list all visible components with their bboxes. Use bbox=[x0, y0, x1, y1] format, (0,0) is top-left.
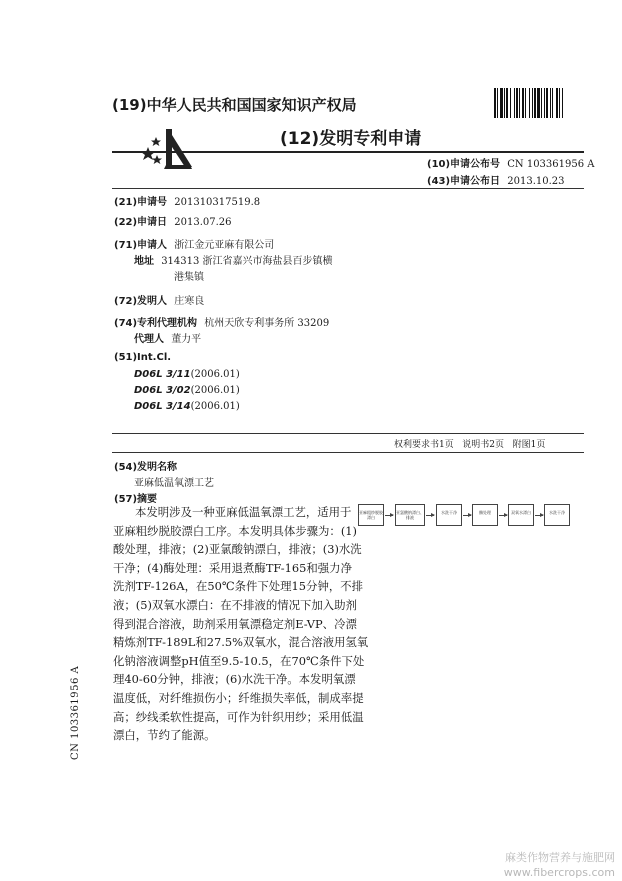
address-label: 地址 bbox=[134, 256, 154, 267]
publication-date bbox=[427, 172, 565, 187]
flow-arrow-icon bbox=[499, 515, 507, 516]
invention-title: 亚麻低温氧漂工艺 bbox=[134, 478, 214, 489]
patent-agency-label: (74)专利代理机构 bbox=[114, 318, 198, 329]
patent-agent-label: 代理人 bbox=[134, 334, 164, 345]
invention-title-label: (54)发明名称 bbox=[114, 462, 178, 473]
application-date-label: (22)申请日 bbox=[114, 217, 168, 228]
patent-agency-value: 杭州天欣专利事务所 33209 bbox=[204, 318, 330, 329]
inventor bbox=[114, 292, 204, 307]
application-date bbox=[114, 213, 232, 228]
ipc-entry bbox=[134, 385, 240, 396]
flow-step: 双氧水漂白 bbox=[508, 504, 534, 526]
biblio-rule bbox=[112, 188, 584, 189]
barcode-bar bbox=[519, 88, 520, 118]
patent-agent bbox=[134, 330, 201, 345]
barcode-bar bbox=[494, 88, 496, 118]
barcode-bar bbox=[550, 88, 551, 118]
pages-info-bottom-rule bbox=[112, 452, 584, 453]
abstract-label: (57)摘要 bbox=[114, 494, 158, 505]
address bbox=[134, 252, 333, 267]
ipc-entry bbox=[134, 369, 240, 380]
patent-agent-value: 董力平 bbox=[171, 334, 202, 345]
address-line-1: 314313 浙江省嘉兴市海盐县百步镇横 bbox=[161, 256, 333, 267]
publication-date-label: (43)申请公布日 bbox=[427, 176, 501, 187]
inventor-label: (72)发明人 bbox=[114, 296, 168, 307]
application-number-value: 201310317519.8 bbox=[174, 197, 261, 208]
barcode-bar bbox=[541, 88, 542, 118]
ipc-code: D06L 3/02 bbox=[134, 385, 191, 396]
barcode-bar bbox=[556, 88, 558, 118]
barcode-bar bbox=[534, 88, 536, 118]
barcode-bar bbox=[516, 88, 518, 118]
applicant-value: 浙江金元亚麻有限公司 bbox=[174, 240, 275, 251]
cnipa-logo-icon bbox=[140, 125, 200, 171]
abstract-line: 漂白，节约了能源。 bbox=[113, 728, 216, 743]
barcode-bar bbox=[504, 88, 505, 118]
barcode-bar bbox=[506, 88, 508, 118]
barcode bbox=[494, 88, 586, 118]
barcode-bar bbox=[514, 88, 515, 118]
barcode-bar bbox=[532, 88, 533, 118]
application-date-value: 2013.07.26 bbox=[174, 217, 232, 228]
ipc-code: D06L 3/11 bbox=[134, 369, 191, 380]
patent-agency bbox=[114, 314, 329, 329]
ipc-version: (2006.01) bbox=[190, 401, 240, 412]
abstract-line: 温度低，对纤维损伤小；纤维损失率低，制成率提 bbox=[113, 690, 364, 705]
ipc-code: D06L 3/14 bbox=[134, 401, 191, 412]
applicant bbox=[114, 236, 274, 251]
process-flowchart bbox=[358, 498, 584, 532]
application-number-label: (21)申请号 bbox=[114, 197, 168, 208]
barcode-bar bbox=[546, 88, 548, 118]
barcode-bar bbox=[562, 88, 563, 118]
abstract-line: 干净；(4)酶处理：采用退煮酶TF-165和强力净 bbox=[113, 560, 352, 575]
issuing-office: (19)中华人民共和国国家知识产权局 bbox=[112, 96, 357, 114]
abstract-text bbox=[113, 503, 481, 745]
applicant-label: (71)申请人 bbox=[114, 240, 168, 251]
barcode-bar bbox=[537, 88, 540, 118]
flow-arrow-icon bbox=[463, 515, 471, 516]
address-line-2: 港集镇 bbox=[174, 272, 204, 283]
publication-number-value: CN 103361956 A bbox=[507, 159, 595, 170]
abstract-line: 洗剂TF-126A，在50℃条件下处理15分钟，不排 bbox=[113, 579, 364, 594]
barcode-bar bbox=[525, 88, 526, 118]
inventor-value: 庄寒良 bbox=[174, 296, 205, 307]
barcode-bar bbox=[559, 88, 560, 118]
abstract-line: 本发明涉及一种亚麻低温氧漂工艺，适用于 bbox=[135, 505, 352, 519]
abstract-line: 高；纱线柔软性提高，可作为针织用纱；采用低温 bbox=[113, 709, 364, 724]
side-publication-number: CN 103361956 A bbox=[70, 665, 81, 760]
flow-step: 亚麻粗纱脱胶漂白 bbox=[358, 504, 384, 526]
ipc-entry bbox=[134, 401, 240, 412]
flow-step: 水洗干净 bbox=[436, 504, 462, 526]
barcode-bar bbox=[544, 88, 545, 118]
publication-number-label: (10)申请公布号 bbox=[427, 159, 501, 170]
abstract-line: 化钠溶液调整pH值至9.5-10.5，在70℃条件下处 bbox=[113, 653, 365, 668]
pages-info-top-rule bbox=[112, 433, 584, 434]
abstract-line: 酸处理，排液；(2)亚氯酸钠漂白，排液；(3)水洗 bbox=[113, 542, 362, 557]
abstract-line: 精炼剂TF-189L和27.5%双氧水，混合溶液用氢氧 bbox=[113, 635, 369, 650]
ipc-version: (2006.01) bbox=[190, 385, 240, 396]
publication-number bbox=[427, 155, 595, 170]
barcode-bar bbox=[497, 88, 498, 118]
abstract-line: 亚麻粗纱脱胶漂白工序。本发明具体步骤为：(1) bbox=[113, 523, 357, 538]
application-number bbox=[114, 193, 260, 208]
ipc-version: (2006.01) bbox=[190, 369, 240, 380]
barcode-bar bbox=[522, 88, 524, 118]
barcode-bar bbox=[552, 88, 553, 118]
int-cl-label: (51)Int.Cl. bbox=[114, 352, 172, 363]
document-type: (12)发明专利申请 bbox=[280, 129, 422, 149]
barcode-bar bbox=[529, 88, 530, 118]
barcode-bar bbox=[500, 88, 503, 118]
flow-step: 酶处理 bbox=[472, 504, 498, 526]
flow-arrow-icon bbox=[385, 515, 393, 516]
flow-step: 水洗干净 bbox=[544, 504, 570, 526]
header-rule bbox=[112, 151, 584, 153]
abstract-line: 理40-60分钟，排液；(6)水洗干净。本发明氧漂 bbox=[113, 672, 356, 687]
barcode-bar bbox=[510, 88, 511, 118]
abstract-line: 液；(5)双氧水漂白：在不排液的情况下加入助剂 bbox=[113, 597, 357, 612]
site-watermark: 麻类作物营养与施肥网 www.fibercrops.com bbox=[503, 851, 615, 879]
pages-info: 权利要求书1页 说明书2页 附图1页 bbox=[394, 440, 546, 450]
abstract-line: 得到混合溶液，助剂采用氧漂稳定剂E-VP、冷漂 bbox=[113, 616, 357, 631]
flow-step: 亚氯酸钠漂白、排液 bbox=[395, 504, 425, 526]
flow-arrow-icon bbox=[535, 515, 543, 516]
flow-arrow-icon bbox=[426, 515, 434, 516]
publication-date-value: 2013.10.23 bbox=[507, 176, 565, 187]
